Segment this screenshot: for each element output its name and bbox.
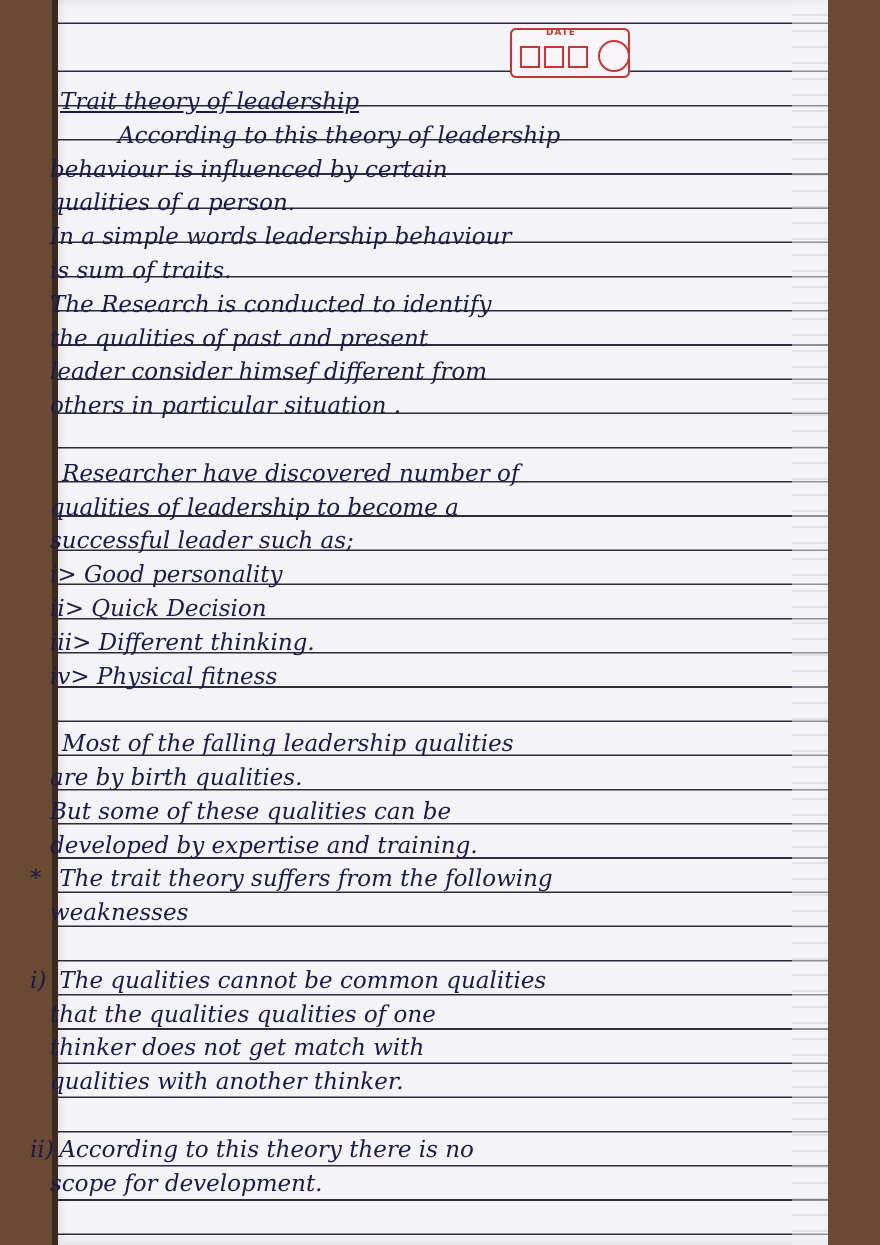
note-line: is sum of traits. (50, 257, 232, 284)
note-line: qualities of leadership to become a (50, 494, 459, 521)
date-cell (544, 46, 564, 68)
note-line: scope for development. (50, 1170, 323, 1197)
note-line: According to this theory of leadership (118, 122, 561, 149)
note-line: Most of the falling leadership qualities (62, 731, 514, 758)
note-line: The Research is conducted to identify (50, 291, 492, 318)
date-label: DATE (546, 28, 577, 38)
list-item: i> Good personality (50, 562, 283, 589)
note-line: behaviour is influenced by certain (50, 156, 448, 183)
star-mark: * (30, 866, 42, 893)
list-item: iv> Physical fitness (50, 663, 278, 690)
note-line: qualities with another thinker. (50, 1069, 404, 1096)
note-line: weaknesses (50, 900, 189, 927)
note-line-starred (0, 863, 840, 897)
date-cell (568, 46, 588, 68)
list-item: iii> Different thinking. (50, 629, 315, 656)
date-cell (520, 46, 540, 68)
page-number-circle (598, 40, 630, 72)
note-line: others in particular situation . (50, 393, 402, 420)
note-text: The trait theory suffers from the following (59, 866, 553, 893)
note-line: Researcher have discovered number of (62, 460, 520, 487)
note-line: the qualities of past and present (50, 325, 429, 352)
weakness-item (0, 965, 840, 999)
note-line: qualities of a person. (50, 190, 296, 217)
note-line: thinker does not get match with (50, 1035, 425, 1062)
list-item: ii> Quick Decision (50, 595, 267, 622)
note-text: The qualities cannot be common qualities (59, 967, 547, 994)
note-line: successful leader such as; (50, 528, 354, 555)
note-line: are by birth qualities. (50, 764, 303, 791)
handwritten-notes (0, 86, 840, 1201)
note-line: developed by expertise and training. (50, 832, 478, 859)
note-line: But some of these qualities can be (50, 798, 452, 825)
item-number: ii) (30, 1136, 54, 1163)
note-line: In a simple words leadership behaviour (50, 224, 512, 251)
note-line: leader consider himsef different from (50, 359, 487, 386)
date-stamp-box (510, 28, 630, 78)
item-number: i) (30, 967, 47, 994)
note-line: that the qualities qualities of one (50, 1001, 436, 1028)
notes-title: Trait theory of leadership (60, 89, 360, 115)
note-text: According to this theory there is no (59, 1136, 474, 1163)
weakness-item (0, 1134, 840, 1168)
